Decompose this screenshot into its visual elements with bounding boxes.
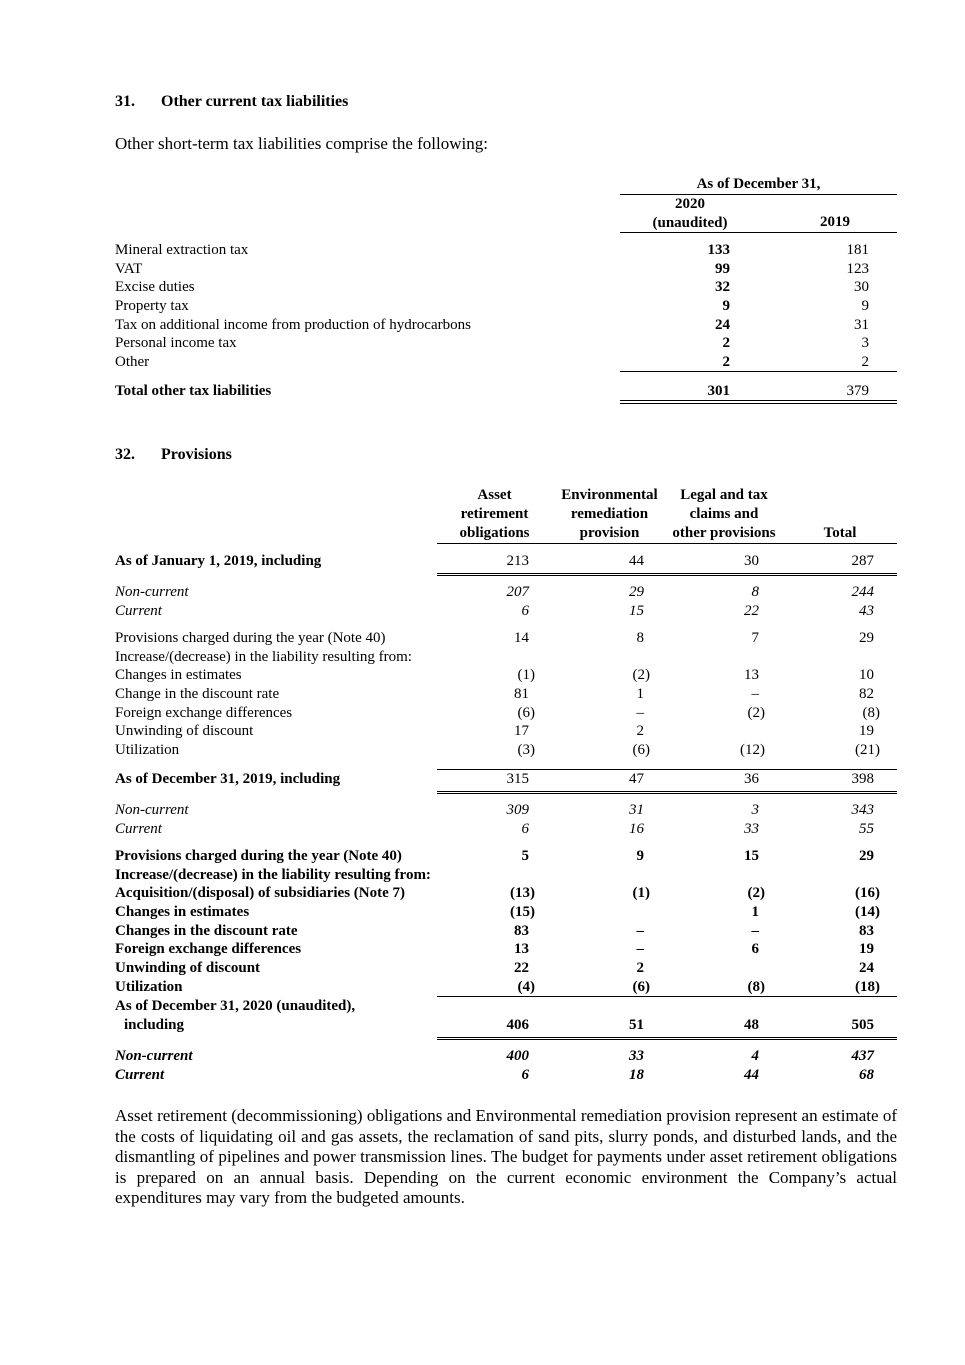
provisions-description: Asset retirement (decommissioning) obligations and Environmental remediation provision represent an estimate of the costs of liquidating oil and gas assets, the reclamation of sand pits, slurry ponds, and disturbed lands, and the dismantling of pipelines and power transmission lines. The budget for payments under asset retirement obligations is prepared on an annual basis. Depending on the current economic environment the Company’s actual expenditures may vary from the budgeted amounts. <box>115 1106 897 1207</box>
row-label: Foreign exchange differences <box>115 705 293 721</box>
cell-value: (16) <box>855 885 880 901</box>
row-label: Acquisition/(disposal) of subsidiaries (Note 7) <box>115 885 406 901</box>
cell-value: 36 <box>744 771 759 787</box>
subtotal-divider <box>437 769 897 770</box>
cell-value: 44 <box>629 553 644 569</box>
table-row <box>115 1067 897 1086</box>
value-2020: 32 <box>715 279 730 295</box>
table-row <box>115 923 897 942</box>
value-2019: 181 <box>846 242 869 258</box>
table-row <box>115 998 897 1033</box>
value-2020: 133 <box>707 242 730 258</box>
column-header-line: retirement <box>460 506 529 522</box>
cell-value: (6) <box>517 705 535 721</box>
table-row <box>115 885 897 904</box>
header-2019: 2019 <box>820 214 850 230</box>
cell-value: 55 <box>859 821 874 837</box>
table-row <box>115 584 897 603</box>
section-title: Other current tax liabilities <box>161 93 349 110</box>
table-row <box>115 603 897 622</box>
cell-value: 2 <box>636 723 644 739</box>
row-label: Provisions charged during the year (Note 40) <box>115 630 386 646</box>
cell-value: 16 <box>629 821 644 837</box>
column-header-total: Total <box>823 525 857 541</box>
table-row <box>115 649 897 668</box>
cell-value: 398 <box>851 771 874 787</box>
cell-value: 8 <box>751 584 759 600</box>
cell-value: 33 <box>629 1048 644 1064</box>
cell-value: (18) <box>855 979 880 995</box>
cell-value: 309 <box>506 802 529 818</box>
value-2019: 3 <box>861 335 869 351</box>
column-header-legal <box>663 486 785 543</box>
column-header-line: other provisions <box>672 525 776 541</box>
row-label: Changes in estimates <box>115 904 250 920</box>
cell-value: 14 <box>514 630 529 646</box>
row-label: As of January 1, 2019, including <box>115 553 322 569</box>
row-label: Change in the discount rate <box>115 686 280 702</box>
double-underline <box>437 791 897 794</box>
row-label: As of December 31, 2020 (unaudited), <box>115 998 356 1014</box>
value-2020: 2 <box>722 354 730 370</box>
cell-value: 22 <box>514 960 529 976</box>
cell-value: 17 <box>514 723 529 739</box>
row-label: Non-current <box>115 802 189 818</box>
header-divider <box>437 543 897 544</box>
row-label: Provisions charged during the year (Note 40) <box>115 848 402 864</box>
row-label: As of December 31, 2019, including <box>115 771 341 787</box>
section-number: 32. <box>115 446 135 463</box>
section-title: Provisions <box>161 446 232 463</box>
cell-value: 18 <box>629 1067 644 1083</box>
value-2019: 9 <box>861 298 869 314</box>
row-label: Current <box>115 1067 165 1083</box>
row-label: Non-current <box>115 1048 193 1064</box>
cell-value: 505 <box>851 1017 874 1033</box>
table-row <box>115 667 897 686</box>
column-header-line: Environmental <box>561 487 658 503</box>
cell-value: (2) <box>632 667 650 683</box>
cell-value: 8 <box>636 630 644 646</box>
table-row <box>115 802 897 821</box>
cell-value: 43 <box>859 603 874 619</box>
cell-value: 15 <box>744 848 759 864</box>
row-label: Other <box>115 354 150 370</box>
cell-value: 83 <box>859 923 874 939</box>
table-row <box>115 553 897 572</box>
row-label: Utilization <box>115 742 180 758</box>
row-label: Unwinding of discount <box>115 960 261 976</box>
row-label: Tax on additional income from production of hydrocarbons <box>115 317 471 333</box>
cell-value: 44 <box>744 1067 759 1083</box>
cell-value: 6 <box>521 1067 529 1083</box>
cell-value: (8) <box>862 705 880 721</box>
total-double-underline <box>620 400 897 404</box>
section-31-intro: Other short-term tax liabilities comprise the following: <box>115 134 488 153</box>
cell-value: 343 <box>851 802 874 818</box>
cell-value: 406 <box>506 1017 529 1033</box>
column-header-line: Asset <box>477 487 512 503</box>
column-header-line: Legal and tax <box>680 487 768 503</box>
cell-value: (13) <box>510 885 535 901</box>
row-label: Foreign exchange differences <box>115 941 302 957</box>
cell-value: (8) <box>747 979 765 995</box>
cell-value: 213 <box>506 553 529 569</box>
row-label: Changes in the discount rate <box>115 923 298 939</box>
table-row <box>115 941 897 960</box>
row-label: Non-current <box>115 584 189 600</box>
cell-value: 29 <box>859 630 874 646</box>
cell-value: (15) <box>510 904 535 920</box>
cell-value: 6 <box>521 821 529 837</box>
cell-value: 30 <box>744 553 759 569</box>
row-label: Unwinding of discount <box>115 723 254 739</box>
cell-value: 19 <box>859 941 874 957</box>
cell-value: (1) <box>517 667 535 683</box>
cell-value: (3) <box>517 742 535 758</box>
section-number: 31. <box>115 93 135 110</box>
row-label: VAT <box>115 261 143 277</box>
column-header-environmental <box>552 486 667 543</box>
table-row <box>115 335 897 354</box>
column-header-line: provision <box>579 525 640 541</box>
table-row <box>115 904 897 923</box>
cell-value: – <box>636 705 644 721</box>
cell-value: 315 <box>506 771 529 787</box>
table-row <box>115 848 897 867</box>
value-2019: 30 <box>854 279 869 295</box>
row-label: Changes in estimates <box>115 667 242 683</box>
table-row <box>115 261 897 280</box>
subtotal-divider <box>437 996 897 997</box>
row-label: Total other tax liabilities <box>115 383 272 399</box>
cell-value: 4 <box>751 1048 759 1064</box>
cell-value: (6) <box>632 979 650 995</box>
table-row <box>115 686 897 705</box>
cell-value: 244 <box>851 584 874 600</box>
cell-value: 13 <box>514 941 529 957</box>
value-2020: 2 <box>722 335 730 351</box>
header-2020-year: 2020 <box>675 196 705 212</box>
cell-value: 29 <box>859 848 874 864</box>
header-as-of: As of December 31, <box>620 176 897 195</box>
cell-value: 13 <box>744 667 759 683</box>
row-label: Increase/(decrease) in the liability resulting from: <box>115 867 431 883</box>
table-row <box>115 317 897 336</box>
cell-value: 9 <box>636 848 644 864</box>
row-label: Increase/(decrease) in the liability resulting from: <box>115 649 412 665</box>
table-row <box>115 298 897 317</box>
cell-value: (4) <box>517 979 535 995</box>
subtotal-divider <box>620 371 897 372</box>
cell-value: 15 <box>629 603 644 619</box>
header-divider <box>620 232 897 233</box>
cell-value: 82 <box>859 686 874 702</box>
cell-value: 2 <box>636 960 644 976</box>
cell-value: 10 <box>859 667 874 683</box>
cell-value: 83 <box>514 923 529 939</box>
cell-value: (12) <box>740 742 765 758</box>
cell-value: 22 <box>744 603 759 619</box>
section-31-heading <box>115 93 348 111</box>
cell-value: 47 <box>629 771 644 787</box>
value-2020: 99 <box>715 261 730 277</box>
row-label: Excise duties <box>115 279 195 295</box>
row-label: Mineral extraction tax <box>115 242 249 258</box>
cell-value: – <box>751 686 759 702</box>
header-2020 <box>620 195 760 233</box>
table-row <box>115 1048 897 1067</box>
row-label: Property tax <box>115 298 189 314</box>
cell-value: 31 <box>629 802 644 818</box>
table-row <box>115 630 897 649</box>
value-2019: 31 <box>854 317 869 333</box>
table-row <box>115 705 897 724</box>
cell-value: (6) <box>632 742 650 758</box>
value-2019: 123 <box>846 261 869 277</box>
value-2020: 24 <box>715 317 730 333</box>
cell-value: (1) <box>632 885 650 901</box>
row-label: Current <box>115 603 162 619</box>
value-2020: 9 <box>722 298 730 314</box>
cell-value: 5 <box>521 848 529 864</box>
cell-value: 19 <box>859 723 874 739</box>
cell-value: (2) <box>747 885 765 901</box>
table-row <box>115 867 897 886</box>
header-2020-note: (unaudited) <box>652 215 728 231</box>
cell-value: 81 <box>514 686 529 702</box>
cell-value: 400 <box>506 1048 529 1064</box>
cell-value: (21) <box>855 742 880 758</box>
cell-value: 7 <box>751 630 759 646</box>
cell-value: 6 <box>521 603 529 619</box>
cell-value: 1 <box>636 686 644 702</box>
column-header-aro <box>437 486 552 543</box>
double-underline <box>437 573 897 576</box>
cell-value: (14) <box>855 904 880 920</box>
table-row <box>115 771 897 790</box>
table-row <box>115 742 897 761</box>
row-label: Personal income tax <box>115 335 237 351</box>
table-row <box>115 960 897 979</box>
column-header-line: obligations <box>459 525 530 541</box>
cell-value: 6 <box>751 941 759 957</box>
section-32-heading <box>115 446 232 464</box>
row-label: Utilization <box>115 979 183 995</box>
cell-value: – <box>636 941 644 957</box>
value-2019: 2 <box>861 354 869 370</box>
table-row <box>115 279 897 298</box>
cell-value: 68 <box>859 1067 874 1083</box>
cell-value: – <box>636 923 644 939</box>
cell-value: 51 <box>629 1017 644 1033</box>
column-header-line: claims and <box>689 506 759 522</box>
cell-value: 207 <box>506 584 529 600</box>
column-header-line: remediation <box>570 506 649 522</box>
cell-value: 3 <box>751 802 759 818</box>
value-2019: 379 <box>846 383 869 399</box>
cell-value: – <box>751 923 759 939</box>
cell-value: 1 <box>751 904 759 920</box>
row-label: Current <box>115 821 162 837</box>
table-row <box>115 821 897 840</box>
table-row <box>115 242 897 261</box>
cell-value: 287 <box>851 553 874 569</box>
cell-value: 33 <box>744 821 759 837</box>
cell-value: 437 <box>851 1048 874 1064</box>
row-label-continued: including <box>124 1017 185 1033</box>
double-underline <box>437 1037 897 1040</box>
cell-value: 24 <box>859 960 874 976</box>
table-row <box>115 723 897 742</box>
cell-value: 29 <box>629 584 644 600</box>
cell-value: 48 <box>744 1017 759 1033</box>
cell-value: (2) <box>747 705 765 721</box>
value-2020: 301 <box>707 383 730 399</box>
